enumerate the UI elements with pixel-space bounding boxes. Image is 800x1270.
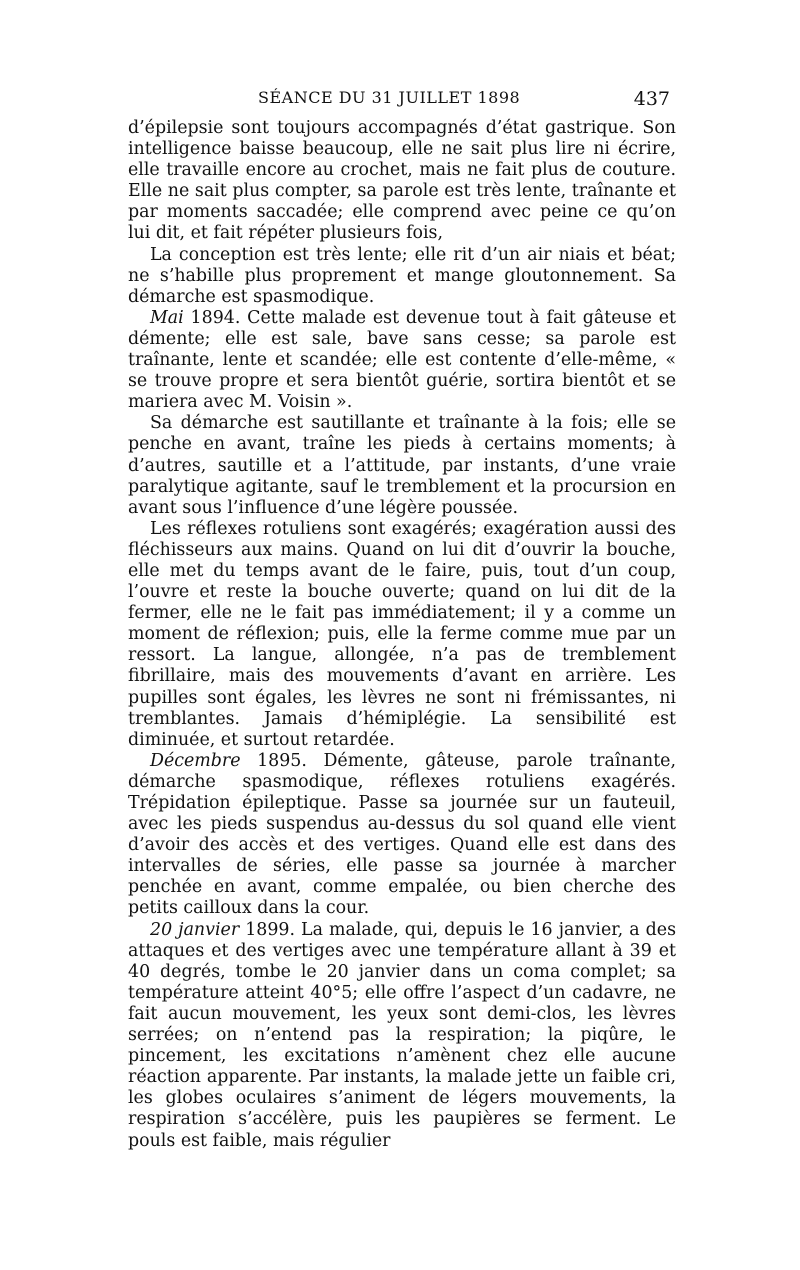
paragraph-text: La conception est très lente; elle rit d’un air niais et béat; ne s’habille plus proprement et mange gloutonnement. Sa démarche est spasmodique. [128,244,676,307]
paragraph-text: 1895. Démente, gâteuse, parole traînante, démarche spasmodique, réflexes rotuliens exagérés. Trépidation épileptique. Passe sa journée sur un fauteuil, avec les pieds suspendus au-dessus du sol quand elle vient d’avoir des accès et des vertiges. Quand elle est dans des intervalles de séries, elle passe sa journée à marcher penchée en avant, comme empalée, ou bien cherche des petits cailloux dans la cour. [128,750,676,919]
entry-date: 20 janvier [150,919,240,940]
page-header [128,88,676,118]
paragraph [128,920,676,1152]
paragraph [128,308,676,413]
book-page [128,88,676,1152]
entry-date: Mai [150,307,184,328]
paragraph-text: Sa démarche est sautillante et traînante à la fois; elle se penche en avant, traîne les pieds à certains moments; à d’autres, sautille et a l’attitude, par instants, d’une vraie paralytique agitante, sauf le tremblement et la procursion en avant sous l’influence d’une légère poussée. [128,413,676,518]
paragraph-text: Les réflexes rotuliens sont exagérés; exagération aussi des fléchisseurs aux mains. Quand on lui dit d’ouvrir la bouche, elle met du temps avant de le faire, puis, tout d’un coup, l’ouvre et reste la bouche ouverte; quand on lui dit de la fermer, elle ne le fait pas immédiatement; il y a comme un moment de réflexion; puis, elle la ferme comme mue par un ressort. La langue, allongée, n’a pas de tremblement fibrillaire, mais des mouvements d’avant en arrière. Les pupilles sont égales, les lèvres ne sont ni frémissantes, ni tremblantes. Jamais d’hémiplégie. La sensibilité est diminuée, et surtout retardée. [128,518,676,750]
paragraph-text: 1899. La malade, qui, depuis le 16 janvier, a des attaques et des vertiges avec une température allant à 39 et 40 degrés, tombe le 20 janvier dans un coma complet; sa température atteint 40°5; elle offre l’aspect d’un cadavre, ne fait aucun mouvement, les yeux sont demi-clos, les lèvres serrées; on n’entend pas la respiration; la piqûre, le pincement, les excitations n’amènent chez elle aucune réaction apparente. Par instants, la malade jette un faible cri, les globes oculaires s’animent de légers mouvements, la respiration s’accélère, puis les paupières se ferment. Le pouls est faible, mais régulier [128,919,676,1151]
body-text [128,118,676,1152]
paragraph [128,751,676,920]
paragraph [128,519,676,751]
entry-date: Décembre [150,750,241,771]
running-head: SÉANCE DU 31 JUILLET 1898 [258,88,521,107]
paragraph [128,118,676,245]
paragraph [128,413,676,518]
paragraph-text: 1894. Cette malade est devenue tout à fait gâteuse et démente; elle est sale, bave sans cesse; sa parole est traînante, lente et scandée; elle est contente d’elle-même, « se trouve propre et sera bientôt guérie, sortira bientôt et se mariera avec M. Voisin ». [128,307,676,413]
page-number: 437 [633,88,670,110]
paragraph [128,245,676,308]
paragraph-text: d’épilepsie sont toujours accompagnés d’état gastrique. Son intelligence baisse beaucoup, elle ne sait plus lire ni écrire, elle travaille encore au crochet, mais ne fait plus de couture. Elle ne sait plus compter, sa parole est très lente, traînante et par moments saccadée; elle comprend avec peine ce qu’on lui dit, et fait répéter plusieurs fois, [128,118,676,244]
